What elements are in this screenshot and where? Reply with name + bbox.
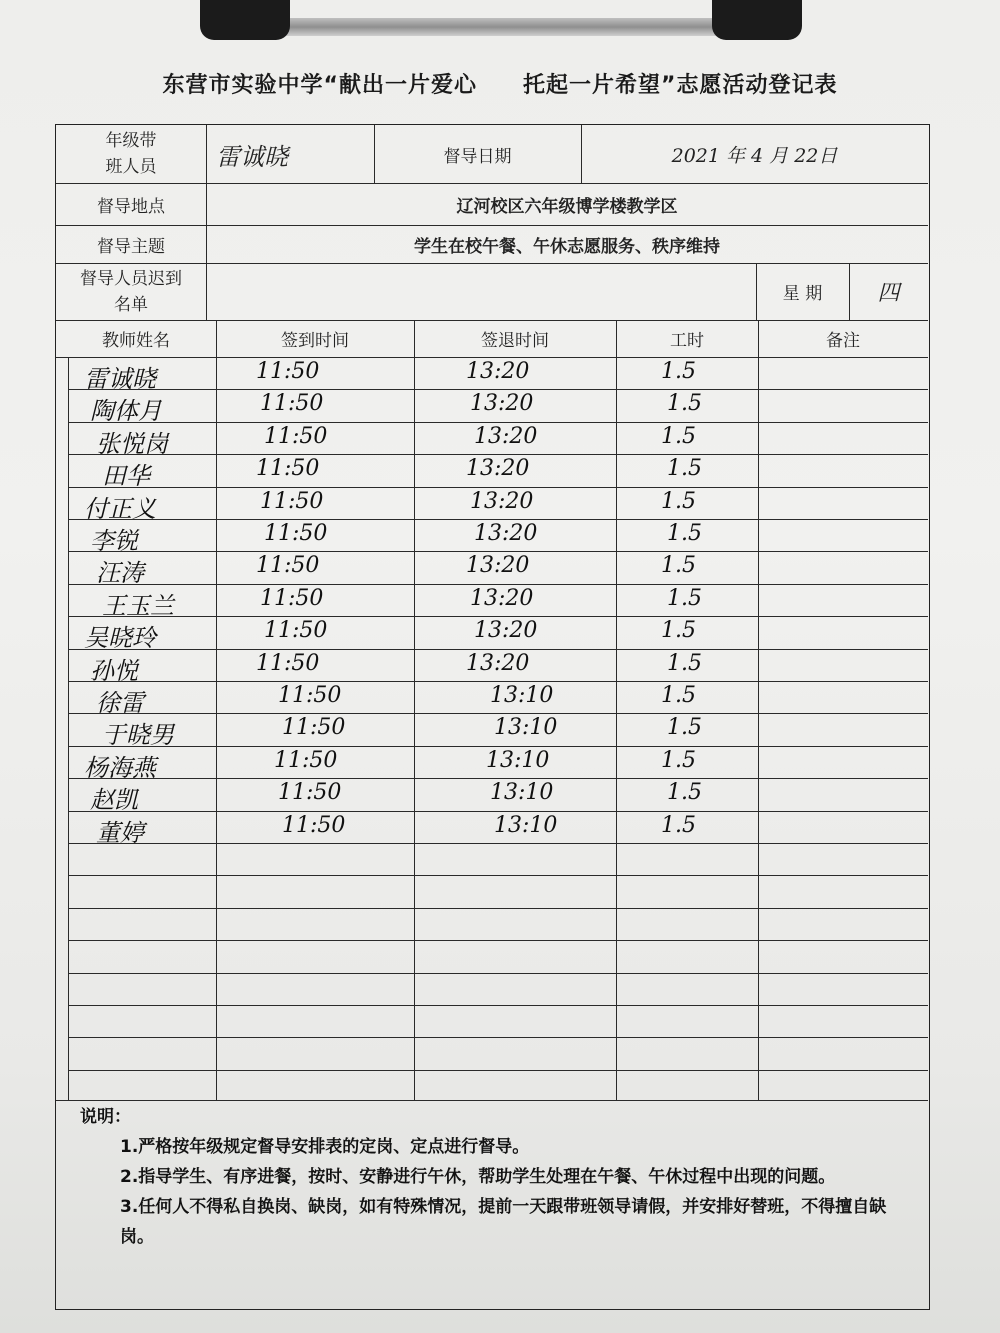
table-rule xyxy=(68,778,928,779)
table-rule xyxy=(68,1070,928,1071)
table-rule xyxy=(616,320,617,1100)
supervision-date-value: 2021 年 4 月 22日 xyxy=(671,144,838,167)
row-teacher-name: 雷诚晓 xyxy=(84,365,156,393)
table-rule xyxy=(68,713,928,714)
row-teacher-name: 田华 xyxy=(102,462,150,491)
row-checkin-time: 11:50 xyxy=(264,521,328,546)
column-header-checkin: 签到时间 xyxy=(281,331,349,351)
row-checkout-time: 13:20 xyxy=(466,359,530,384)
row-checkin-time: 11:50 xyxy=(256,553,320,579)
late-list-value xyxy=(206,263,756,320)
note-item-1: 1.严格按年级规定督导安排表的定岗、定点进行督导。 xyxy=(120,1137,530,1157)
table-rule xyxy=(68,908,928,909)
row-hours: 1.5 xyxy=(661,683,696,708)
row-hours: 1.5 xyxy=(661,618,696,644)
theme-label: 督导主题 xyxy=(97,236,165,257)
column-header-hours: 工时 xyxy=(670,331,704,351)
row-teacher-name: 陶体月 xyxy=(90,397,162,426)
table-rule xyxy=(68,454,928,455)
row-checkout-time: 13:20 xyxy=(474,521,538,546)
row-checkin-time: 11:50 xyxy=(282,715,346,741)
row-hours: 1.5 xyxy=(661,553,696,579)
row-hours: 1.5 xyxy=(661,812,696,838)
row-checkout-time: 13:20 xyxy=(470,391,534,417)
table-rule xyxy=(68,616,928,617)
row-teacher-name: 李锐 xyxy=(90,527,138,555)
table-rule xyxy=(68,1037,928,1038)
row-teacher-name: 杨海燕 xyxy=(84,753,156,782)
row-hours: 1.5 xyxy=(667,780,702,806)
note-item-2: 2.指导学生、有序进餐，按时、安静进行午休，帮助学生处理在午餐、午休过程中出现的问题。 xyxy=(120,1167,836,1187)
location-value: 辽河校区六年级博学楼教学区 xyxy=(456,196,678,217)
row-checkin-time: 11:50 xyxy=(256,359,320,384)
table-rule xyxy=(758,320,759,1100)
weekday-label: 星 期 xyxy=(782,284,823,304)
notes-heading: 说明： xyxy=(80,1107,131,1127)
table-rule xyxy=(68,1005,928,1006)
row-checkout-time: 13:20 xyxy=(470,488,534,514)
row-hours: 1.5 xyxy=(661,488,696,514)
grade-staff-label: 年级带 班人员 xyxy=(105,131,157,177)
row-teacher-name: 王玉兰 xyxy=(102,591,174,620)
row-checkin-time: 11:50 xyxy=(256,650,320,676)
grade-staff-value: 雷诚晓 xyxy=(216,142,288,171)
row-checkout-time: 13:10 xyxy=(490,683,554,708)
row-checkin-time: 11:50 xyxy=(260,585,324,611)
table-rule xyxy=(414,320,415,1100)
theme-value: 学生在校午餐、午休志愿服务、秩序维持 xyxy=(414,236,720,257)
row-teacher-name: 孙悦 xyxy=(90,656,138,685)
row-checkout-time: 13:20 xyxy=(470,585,534,611)
row-teacher-name: 张悦岗 xyxy=(96,429,168,458)
clipboard-clip-left xyxy=(200,0,290,40)
row-checkin-time: 11:50 xyxy=(260,488,324,514)
row-checkout-time: 13:20 xyxy=(466,650,530,676)
clipboard-clip-right xyxy=(712,0,802,40)
row-checkin-time: 11:50 xyxy=(264,618,328,644)
row-checkin-time: 11:50 xyxy=(256,456,320,482)
row-hours: 1.5 xyxy=(667,391,702,417)
row-checkout-time: 13:10 xyxy=(494,812,558,838)
column-header-name: 教师姓名 xyxy=(102,331,170,351)
row-teacher-name: 董婷 xyxy=(96,818,144,847)
table-rule xyxy=(68,551,928,552)
supervision-date-label: 督导日期 xyxy=(443,146,512,167)
column-header-remark: 备注 xyxy=(826,331,860,351)
row-hours: 1.5 xyxy=(661,747,696,773)
notes-section xyxy=(80,1102,920,1252)
clipboard-clip-bar xyxy=(250,18,750,36)
row-checkout-time: 13:20 xyxy=(474,423,538,449)
row-hours: 1.5 xyxy=(667,456,702,482)
row-hours: 1.5 xyxy=(667,585,702,611)
table-rule xyxy=(68,389,928,390)
row-hours: 1.5 xyxy=(661,423,696,449)
row-hours: 1.5 xyxy=(661,359,696,384)
row-teacher-name: 于晓男 xyxy=(102,721,174,750)
row-hours: 1.5 xyxy=(667,650,702,676)
row-teacher-name: 汪涛 xyxy=(96,559,144,588)
row-checkin-time: 11:50 xyxy=(274,747,338,773)
row-checkin-time: 11:50 xyxy=(260,391,324,417)
table-rule xyxy=(68,875,928,876)
table-rule xyxy=(68,973,928,974)
row-teacher-name: 徐雷 xyxy=(96,689,144,717)
location-label: 督导地点 xyxy=(97,196,165,217)
row-teacher-name: 吴晓玲 xyxy=(84,624,156,653)
row-hours: 1.5 xyxy=(667,715,702,741)
row-checkout-time: 13:20 xyxy=(466,456,530,482)
row-checkout-time: 13:10 xyxy=(490,780,554,806)
note-item-3: 3.任何人不得私自换岗、缺岗，如有特殊情况，提前一天跟带班领导请假，并安排好替班，不得擅自缺岗。 xyxy=(120,1197,887,1247)
form-title: 东营市实验中学“献出一片爱心 托起一片希望”志愿活动登记表 xyxy=(162,73,838,98)
row-checkin-time: 11:50 xyxy=(278,780,342,806)
row-checkin-time: 11:50 xyxy=(278,683,342,708)
late-list-label: 督导人员迟到 名单 xyxy=(80,268,182,315)
table-rule xyxy=(68,940,928,941)
row-checkout-time: 13:20 xyxy=(466,553,530,579)
weekday-value: 四 xyxy=(877,281,900,306)
row-checkin-time: 11:50 xyxy=(264,423,328,449)
row-hours: 1.5 xyxy=(667,521,702,546)
table-rule xyxy=(68,357,69,1100)
row-checkout-time: 13:20 xyxy=(474,618,538,644)
row-teacher-name: 付正义 xyxy=(84,494,156,523)
column-header-checkout: 签退时间 xyxy=(481,331,549,351)
row-teacher-name: 赵凯 xyxy=(90,786,138,815)
row-checkout-time: 13:10 xyxy=(486,747,550,773)
row-checkin-time: 11:50 xyxy=(282,812,346,838)
table-rule xyxy=(68,843,928,844)
table-rule xyxy=(216,320,217,1100)
row-checkout-time: 13:10 xyxy=(494,715,558,741)
